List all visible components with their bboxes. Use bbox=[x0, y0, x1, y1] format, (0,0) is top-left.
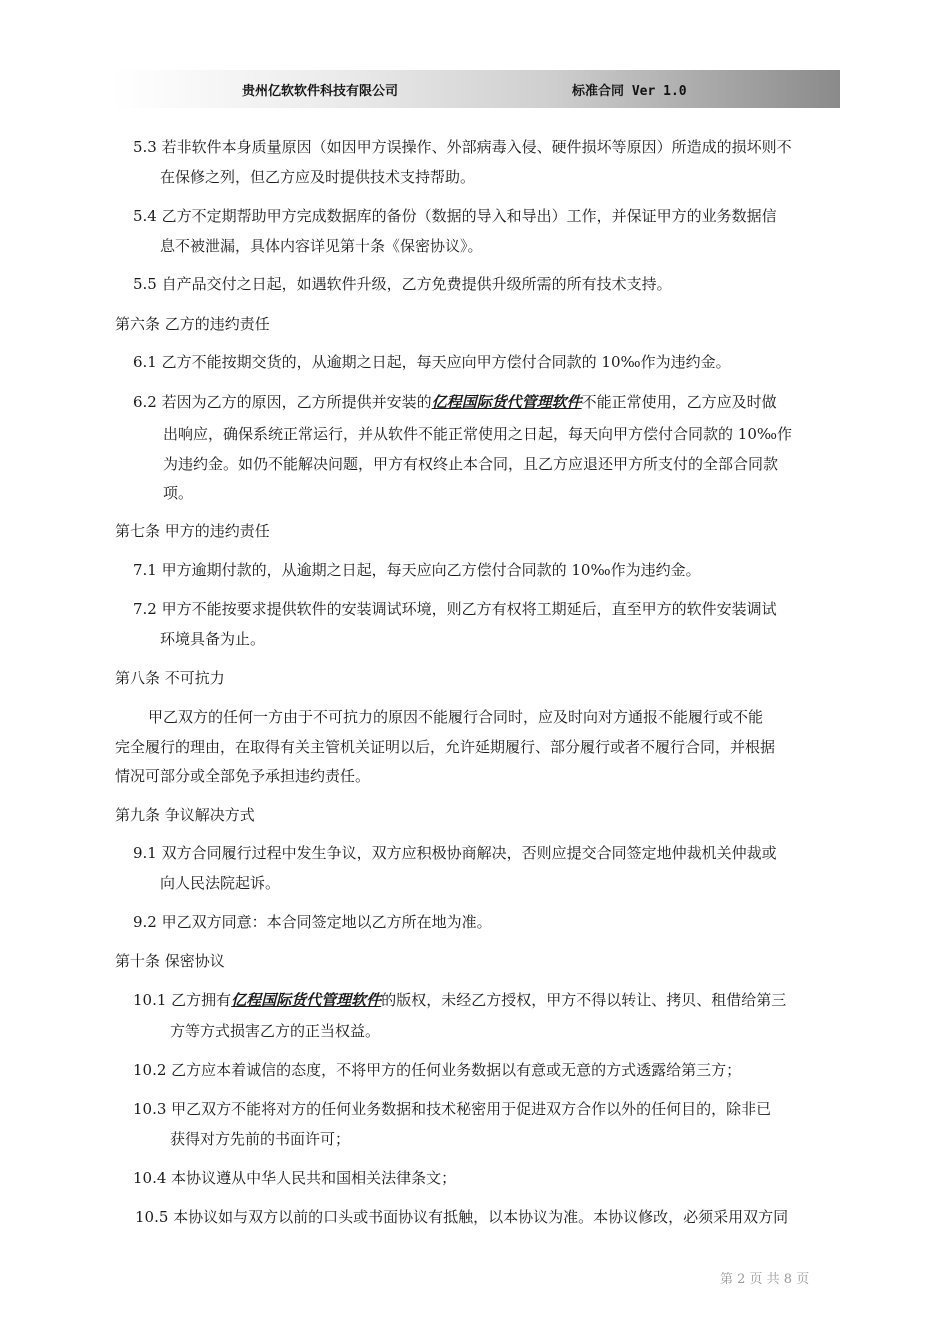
clause-5-4-line2: 息不被泄漏，具体内容详见第十条《保密协议》。 bbox=[160, 237, 483, 255]
article-9-heading: 第九条 争议解决方式 bbox=[115, 806, 255, 824]
clause-9-1-line2: 向人民法院起诉。 bbox=[160, 874, 281, 892]
article-8-para-line2: 完全履行的理由，在取得有关主管机关证明以后，允许延期履行、部分履行或者不履行合同，并根据 bbox=[115, 738, 776, 756]
clause-10-1-line2: 方等方式损害乙方的正当权益。 bbox=[170, 1022, 381, 1040]
article-10-heading: 第十条 保密协议 bbox=[115, 952, 225, 970]
product-name-link: 亿程国际货代管理软件 bbox=[231, 991, 382, 1009]
article-8-para-line1: 甲乙双方的任何一方由于不可抗力的原因不能履行合同时，应及时向对方通报不能履行或不能 bbox=[148, 708, 764, 726]
clause-7-1: 7.1 甲方逾期付款的，从逾期之日起，每天应向乙方偿付合同款的 10‰作为违约金。 bbox=[133, 561, 701, 579]
header-company-name: 贵州亿软软件科技有限公司 bbox=[242, 84, 399, 99]
clause-6-2-line2: 出响应，确保系统正常运行，并从软件不能正常使用之日起，每天向甲方偿付合同款的 10‰作 bbox=[163, 425, 792, 443]
clause-6-1: 6.1 乙方不能按期交货的，从逾期之日起，每天应向甲方偿付合同款的 10‰作为违约金。 bbox=[133, 353, 731, 371]
clause-10-4: 10.4 本协议遵从中华人民共和国相关法律条文； bbox=[133, 1169, 457, 1187]
clause-7-2-line1: 7.2 甲方不能按要求提供软件的安装调试环境，则乙方有权将工期延后，直至甲方的软件安装调试 bbox=[133, 600, 777, 618]
header-bar bbox=[112, 70, 840, 108]
clause-5-3-line1: 5.3 若非软件本身质量原因（如因甲方误操作、外部病毒入侵、硬件损坏等原因）所造成的损坏则不 bbox=[133, 138, 792, 156]
clause-6-2-line3: 为违约金。如仍不能解决问题，甲方有权终止本合同，且乙方应退还甲方所支付的全部合同款 bbox=[163, 455, 779, 473]
clause-6-2-line1 bbox=[133, 392, 777, 412]
clause-10-5-line1: 10.5 本协议如与双方以前的口头或书面协议有抵触，以本协议为准。本协议修改，必须采用双方同 bbox=[135, 1208, 789, 1226]
page-number: 第 2 页 共 8 页 bbox=[720, 1272, 810, 1287]
clause-6-2-line4: 项。 bbox=[163, 484, 194, 502]
clause-10-2: 10.2 乙方应本着诚信的态度，不将甲方的任何业务数据以有意或无意的方式透露给第三方； bbox=[133, 1061, 742, 1079]
clause-7-2-line2: 环境具备为止。 bbox=[160, 630, 266, 648]
clause-10-3-line1: 10.3 甲乙双方不能将对方的任何业务数据和技术秘密用于促进双方合作以外的任何目的，除非已 bbox=[133, 1100, 772, 1118]
header-version-label: 标准合同 Ver 1.0 bbox=[572, 84, 687, 99]
clause-6-2-text-after: 不能正常使用，乙方应及时做 bbox=[581, 393, 777, 411]
clause-10-1-text-before: 10.1 乙方拥有 bbox=[133, 991, 232, 1009]
clause-9-2: 9.2 甲乙双方同意：本合同签定地以乙方所在地为准。 bbox=[133, 913, 492, 931]
clause-9-1-line1: 9.1 双方合同履行过程中发生争议，双方应积极协商解决，否则应提交合同签定地仲裁机关仲裁或 bbox=[133, 844, 777, 862]
article-7-heading: 第七条 甲方的违约责任 bbox=[115, 522, 270, 540]
article-8-para-line3: 情况可部分或全部免予承担违约责任。 bbox=[115, 767, 371, 785]
article-6-heading: 第六条 乙方的违约责任 bbox=[115, 315, 270, 333]
article-8-heading: 第八条 不可抗力 bbox=[115, 669, 225, 687]
clause-10-3-line2: 获得对方先前的书面许可； bbox=[170, 1130, 351, 1148]
clause-10-1-text-after: 的版权，未经乙方授权，甲方不得以转让、拷贝、租借给第三 bbox=[381, 991, 787, 1009]
clause-5-5: 5.5 自产品交付之日起，如遇软件升级，乙方免费提供升级所需的所有技术支持。 bbox=[133, 275, 672, 293]
clause-5-3-line2: 在保修之列，但乙方应及时提供技术支持帮助。 bbox=[160, 168, 476, 186]
clause-5-4-line1: 5.4 乙方不定期帮助甲方完成数据库的备份（数据的导入和导出）工作，并保证甲方的业务数据信 bbox=[133, 207, 777, 225]
clause-10-1-line1 bbox=[133, 990, 786, 1010]
product-name-link: 亿程国际货代管理软件 bbox=[431, 393, 582, 411]
clause-6-2-text-before: 6.2 若因为乙方的原因，乙方所提供并安装的 bbox=[133, 393, 432, 411]
